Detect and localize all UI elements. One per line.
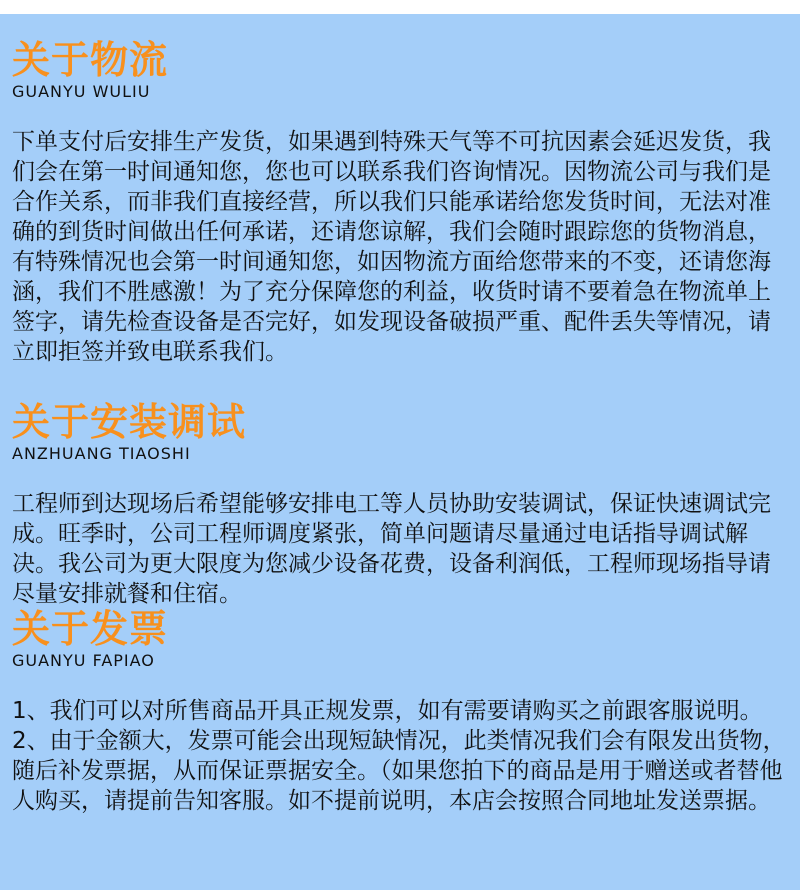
section-title: 关于物流: [12, 38, 169, 82]
section-title: 关于发票: [12, 607, 169, 651]
paragraph: 1、我们可以对所售商品开具正规发票，如有需要请购买之前跟客服说明。: [12, 698, 763, 724]
section-body: [12, 489, 792, 609]
section-title: 关于安装调试: [12, 400, 247, 444]
section-subtitle: GUANYU FAPIAO: [12, 651, 155, 670]
section-subtitle: ANZHUANG TIAOSHI: [12, 444, 191, 463]
installation-section: [12, 400, 792, 609]
logistics-section: [12, 38, 792, 367]
invoice-section: [12, 607, 792, 816]
paragraph: 工程师到达现场后希望能够安排电工等人员协助安装调试，保证快速调试完成。旺季时，公司工程师调度紧张，简单问题请尽量通过电话指导调试解决。我公司为更大限度为您减少设备花费，设备利润低，工程师现场指导请尽量安排就餐和住宿。: [12, 491, 771, 607]
paragraph: 2、由于金额大，发票可能会出现短缺情况，此类情况我们会有限发出货物，随后补发票据，从而保证票据安全。（如果您拍下的商品是用于赠送或者替他人购买，请提前告知客服。如不提前说明，本店会按照合同地址发送票据。: [12, 728, 786, 814]
section-body: [12, 127, 792, 367]
paragraph: 下单支付后安排生产发货，如果遇到特殊天气等不可抗因素会延迟发货，我们会在第一时间通知您，您也可以联系我们咨询情况。因物流公司与我们是合作关系，而非我们直接经营，所以我们只能承诺给您发货时间，无法对准确的到货时间做出任何承诺，还请您谅解，我们会随时跟踪您的货物消息，有特殊情况也会第一时间通知您，如因物流方面给您带来的不变，还请您海涵，我们不胜感激！为了充分保障您的利益，收货时请不要着急在物流单上签字，请先检查设备是否完好，如发现设备破损严重、配件丢失等情况，请立即拒签并致电联系我们。: [12, 129, 771, 365]
section-subtitle: GUANYU WULIU: [12, 82, 151, 101]
section-body: [12, 696, 792, 816]
top-white-strip: [0, 0, 800, 14]
